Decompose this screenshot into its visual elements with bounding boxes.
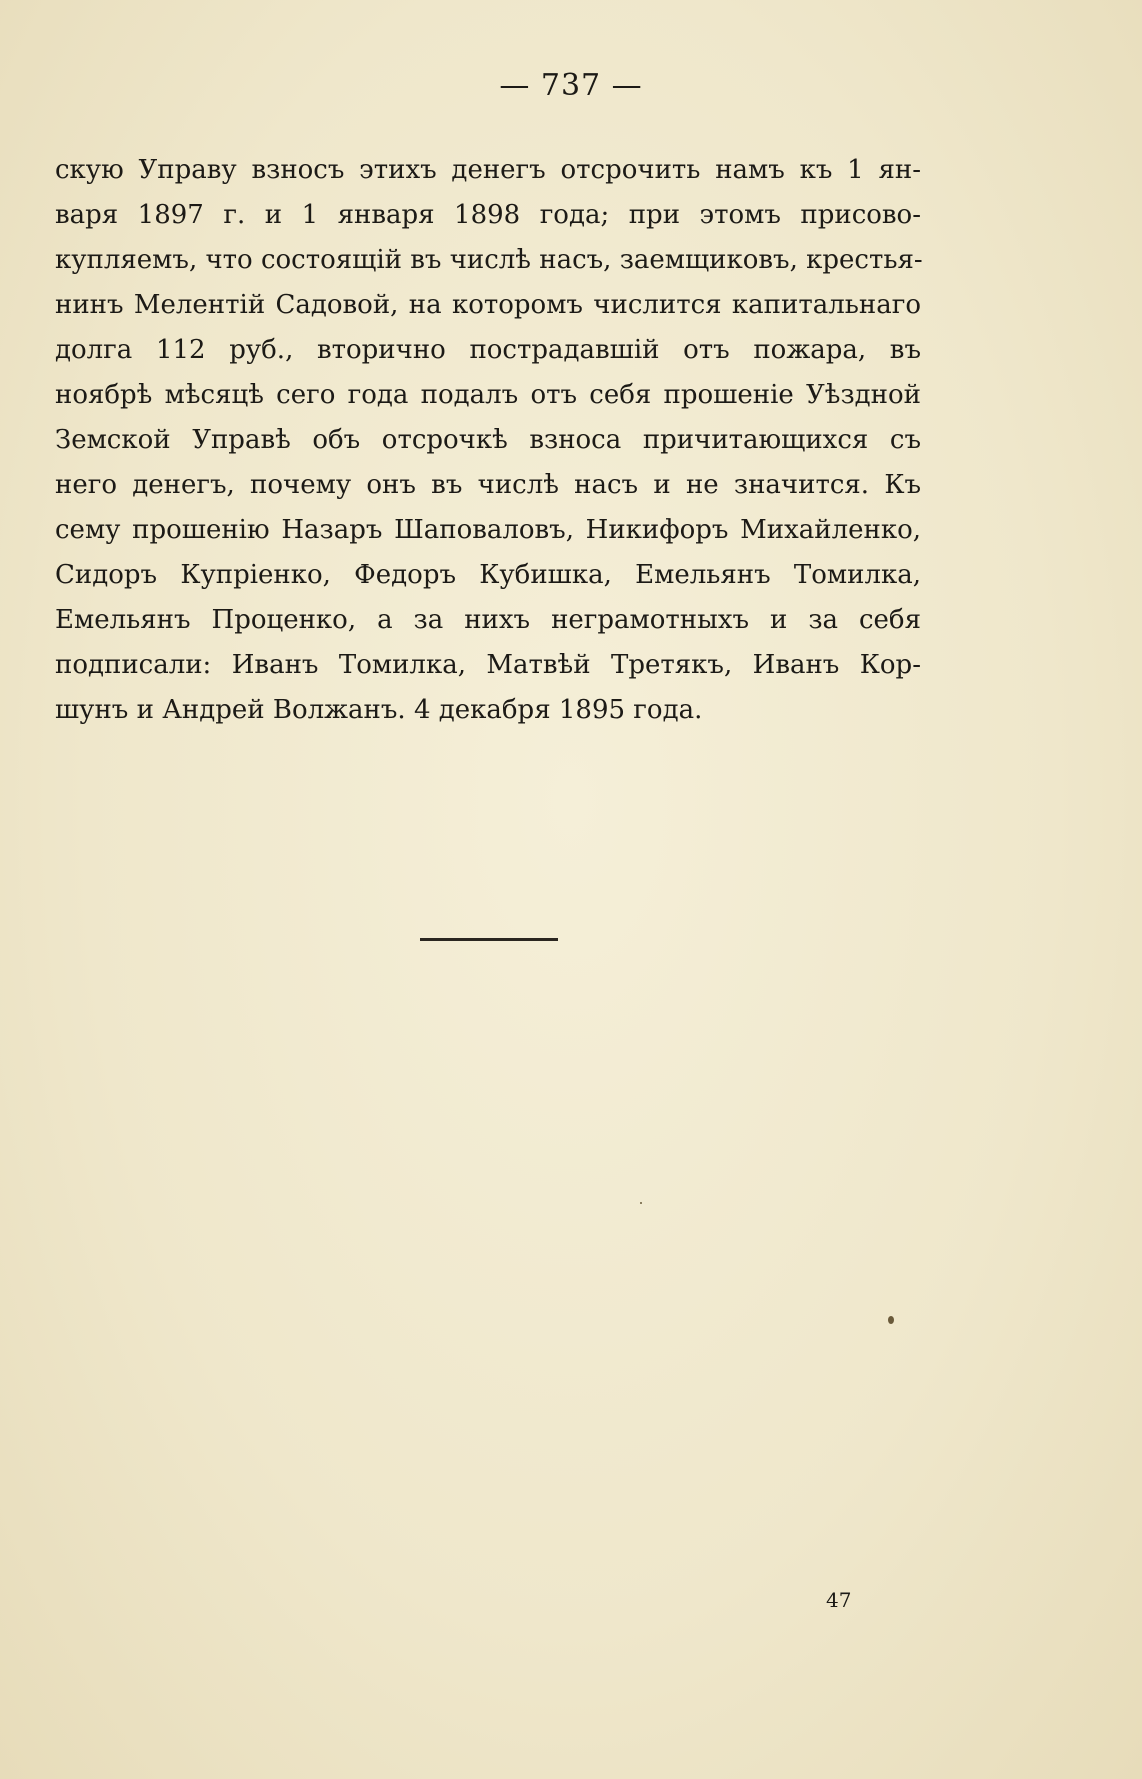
section-divider (420, 938, 558, 941)
text-line: долга 112 руб., вторично пострадавшій отъ пожара, въ (55, 335, 921, 365)
ink-speck (640, 1202, 642, 1204)
text-line: скую Управу взносъ этихъ денегъ отсрочить намъ къ 1 ян- (55, 155, 921, 185)
text-line: нинъ Мелентій Садовой, на которомъ числится капитальнаго (55, 290, 921, 320)
text-line: сему прошенію Назаръ Шаповаловъ, Никифоръ Михайленко, (55, 515, 921, 545)
text-line: ноябрѣ мѣсяцѣ сего года подалъ отъ себя прошеніе Уѣздной (55, 380, 921, 410)
text-line: купляемъ, что состоящій въ числѣ насъ, заемщиковъ, крестья- (55, 245, 923, 275)
text-line: подписали: Иванъ Томилка, Матвѣй Третякъ, Иванъ Кор- (55, 650, 921, 680)
text-line: него денегъ, почему онъ въ числѣ насъ и не значится. Къ (55, 470, 921, 500)
text-line: Земской Управѣ объ отсрочкѣ взноса причитающихся съ (55, 425, 921, 455)
text-line: варя 1897 г. и 1 января 1898 года; при этомъ присово- (55, 200, 921, 230)
text-line: Сидоръ Купріенко, Федоръ Кубишка, Емельянъ Томилка, (55, 560, 921, 590)
text-line: шунъ и Андрей Волжанъ. 4 декабря 1895 года. (55, 695, 703, 725)
body-text (55, 148, 921, 733)
text-line: Емельянъ Проценко, а за нихъ неграмотныхъ и за себя (55, 605, 921, 635)
ink-speck (888, 1316, 894, 1324)
printer-signature-mark: 47 (826, 1588, 852, 1612)
page-number-header: — 737 — (499, 68, 643, 103)
